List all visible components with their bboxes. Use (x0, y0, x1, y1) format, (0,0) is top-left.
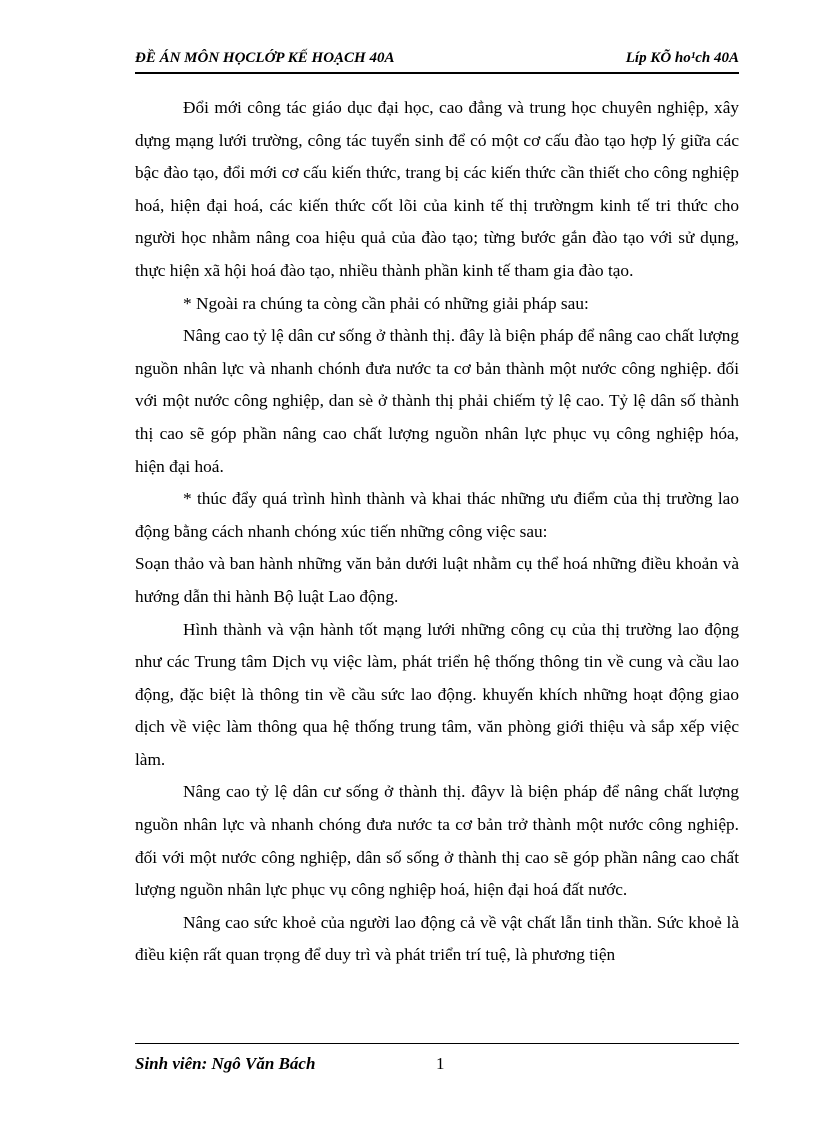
footer-author: Sinh viên: Ngô Văn Bách (135, 1054, 316, 1073)
paragraph-urbanization: Nâng cao tỷ lệ dân cư sống ở thành thị. đây là biện pháp để nâng cao chất lượng nguồn nhân lực và nhanh chónh đưa nước ta cơ bản thành một nước công nghiệp. đối với một nước công nghiệp, dan sè ở thành thị phải chiếm tỷ lệ cao. Tỷ lệ dân số thành thị cao sẽ góp phần nâng cao chất lượng nguồn nhân lực phục vụ công nghiệp hóa, hiện đại hoá. (135, 326, 739, 476)
paragraph-worker-health: Nâng cao sức khoẻ của người lao động cả về vật chất lẫn tinh thần. Sức khoẻ là điều kiện rất quan trọng để duy trì và phát triển trí tuệ, là phương tiện (135, 912, 739, 965)
header-course-title: ĐỀ ÁN MÔN HỌCLỚP KẾ HOẠCH 40A (135, 50, 395, 66)
paragraph-urban-population: Nâng cao tỷ lệ dân cư sống ở thành thị. đâyv là biện pháp để nâng chất lượng nguồn nhân lực và nhanh chóng đưa nước ta cơ bản trở thành một nước công nghiệp. đối với một nước công nghiệp, dân số sống ở thành thị cao sẽ góp phần nâng cao chất lượng nguồn nhân lực phục vụ công nghiệp hoá, hiện đại hoá đất nước. (135, 782, 739, 900)
paragraph-additional-solutions: * Ngoài ra chúng ta còng cần phải có những giải pháp sau: (183, 293, 589, 313)
header-class-name: Líp KÕ ho¹ch 40A (625, 50, 739, 66)
document-body (135, 92, 739, 972)
footer-divider (135, 1043, 739, 1044)
paragraph-labor-market: * thúc đẩy quá trình hình thành và khai thác những ưu điểm của thị trường lao động bằng cách nhanh chóng xúc tiến những công việc sau: (135, 489, 739, 541)
page-header (135, 50, 739, 74)
paragraph-employment-services: Hình thành và vận hành tốt mạng lưới những công cụ của thị trường lao động như các Trung tâm Dịch vụ việc làm, phát triển hệ thống thông tin về cung và cầu lao động, đặc biệt là thông tin về cầu sức lao động. khuyến khích những hoạt động giao dịch về việc làm thông qua hệ thống trung tâm, văn phòng giới thiệu và sắp xếp việc làm. (135, 619, 739, 769)
page-number: 1 (436, 1054, 445, 1073)
paragraph-legal-documents: Soạn thảo và ban hành những văn bản dưới luật nhằm cụ thể hoá những điều khoản và hướng dẫn thi hành Bộ luật Lao động. (135, 554, 739, 606)
paragraph-education-reform: Đổi mới công tác giáo dục đại học, cao đẳng và trung học chuyên nghiệp, xây dựng mạng lưới trường, công tác tuyển sinh để có một cơ cấu đào tạo hợp lý giữa các bậc đào tạo, đổi mới cơ cấu kiến thức, trang bị các kiến thức cần thiết cho công nghiệp hoá, hiện đại hoá, các kiến thức cốt lõi của kinh tế thị trườngm kinh tế tri thức cho người học nhằm nâng coa hiệu quả của đào tạo; từng bước gắn đào tạo với sử dụng, thực hiện xã hội hoá đào tạo, nhiều thành phần kinh tế tham gia đào tạo. (135, 98, 739, 280)
